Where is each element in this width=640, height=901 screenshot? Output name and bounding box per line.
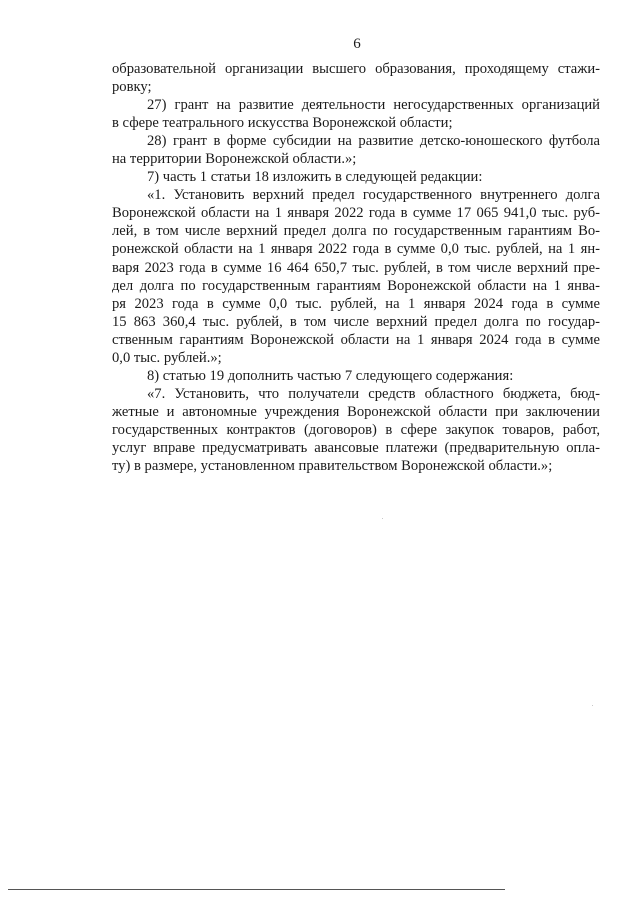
document-body: [112, 60, 600, 475]
scan-speck: [382, 518, 383, 519]
text-line: «7. Установить, что получатели средств областного бюджета, бюд-: [147, 385, 600, 402]
text-line: образовательной организации высшего образования, проходящему стажи-: [112, 61, 600, 77]
bottom-divider-line: [8, 889, 505, 890]
text-line: лей, в том числе верхний предел долга по государственным гарантиям Во-: [112, 223, 600, 240]
text-line: дел долга по государственным гарантиям Воронежской области на 1 янва-: [112, 277, 600, 294]
text-line: 8) статью 19 дополнить частью 7 следующего содержания:: [147, 367, 514, 384]
text-line: 27) грант на развитие деятельности негосударственных организаций: [147, 97, 600, 114]
text-line: 0,0 тыс. рублей.»;: [112, 349, 222, 366]
text-line: 15 863 360,4 тыс. рублей, в том числе верхний предел долга по государ-: [112, 313, 600, 330]
text-line: ронежской области на 1 января 2022 года в сумме 0,0 тыс. рублей, на 1 ян-: [112, 241, 600, 258]
text-line: государственных контрактов (договоров) в сфере закупок товаров, работ,: [112, 421, 600, 438]
text-line: варя 2023 года в сумме 16 464 650,7 тыс. рублей, в том числе верхний пре-: [112, 259, 600, 276]
text-line: ровку;: [112, 79, 152, 96]
text-line: на территории Воронежской области.»;: [112, 151, 357, 168]
page-number-text: 6: [353, 36, 361, 52]
text-line: 28) грант в форме субсидии на развитие детско-юношеского футбола: [147, 133, 600, 150]
text-line: 7) часть 1 статьи 18 изложить в следующей редакции:: [147, 169, 483, 186]
page-number: [0, 36, 640, 53]
scan-speck: [592, 705, 593, 706]
text-line: жетные и автономные учреждения Воронежской области при заключении: [112, 403, 600, 420]
text-line: Воронежской области на 1 января 2022 года в сумме 17 065 941,0 тыс. руб-: [112, 205, 600, 222]
text-line: ственным гарантиям Воронежской области на 1 января 2024 года в сумме: [112, 331, 600, 348]
text-line: ря 2023 года в сумме 0,0 тыс. рублей, на 1 января 2024 года в сумме: [112, 295, 600, 312]
text-line: услуг вправе предусматривать авансовые платежи (предварительную опла-: [112, 439, 600, 456]
text-line: в сфере театрального искусства Воронежской области;: [112, 115, 453, 132]
text-line: ту) в размере, установленном правительством Воронежской области.»;: [112, 458, 553, 475]
text-line: «1. Установить верхний предел государственного внутреннего долга: [147, 187, 600, 204]
